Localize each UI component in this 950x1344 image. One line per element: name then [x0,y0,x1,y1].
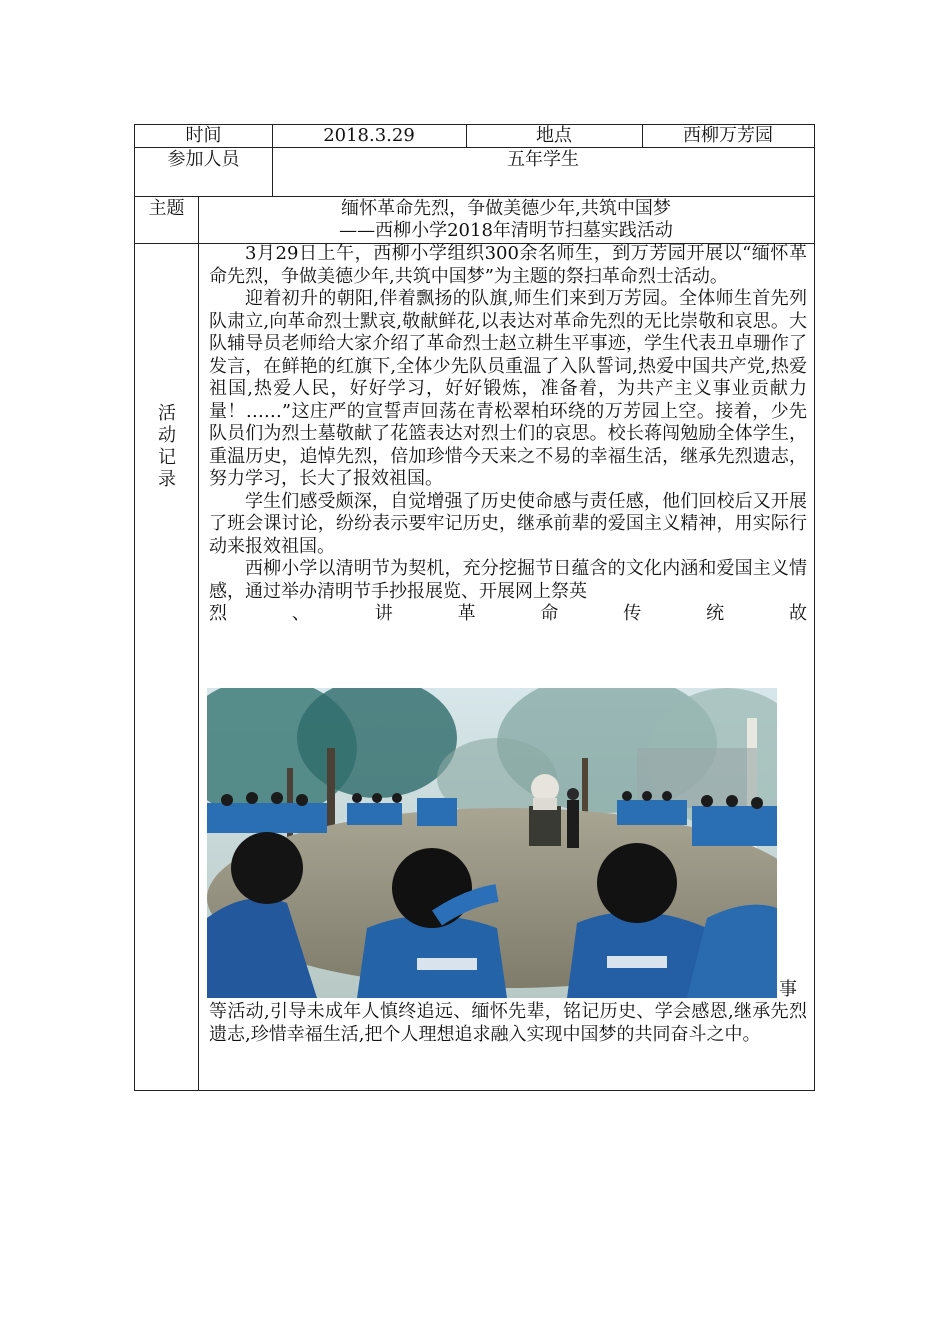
participants-value: 五年学生 [507,149,579,170]
paragraph-4: 西柳小学以清明节为契机，充分挖掘节日蕴含的文化内涵和爱国主义情感，通过举办清明节手抄报展览、开展网上祭英 [209,558,807,602]
time-value: 2018.3.29 [323,125,415,146]
theme-title: 缅怀革命先烈，争做美德少年,共筑中国梦 [341,198,671,219]
record-body [209,243,807,626]
record-label-wrap [155,403,179,491]
theme-label: 主题 [148,198,185,219]
activity-record-table [134,124,815,1091]
record-label: 活动记录 [158,403,176,490]
after-photo-char: 事 [779,979,797,1000]
row-divider [135,147,814,148]
closing-text: 等活动,引导未成年人慎终追远、缅怀先辈，铭记历史、学会感恩,继承先烈遗志,珍惜幸福生活,把个人理想追求融入实现中国梦的共同奋斗之中。 [209,1001,807,1045]
ceremony-photo [207,688,777,998]
participants-label: 参加人员 [167,149,240,170]
place-value: 西柳万芳园 [683,125,773,146]
theme-subtitle: ——西柳小学2018年清明节扫墓实践活动 [339,220,673,241]
time-label: 时间 [185,125,222,146]
row-divider [135,196,814,197]
col-divider [198,196,199,1091]
paragraph-2: 迎着初升的朝阳,伴着飘扬的队旗,师生们来到万芳园。全体师生首先列队肃立,向革命烈士默哀,敬献鲜花,以表达对革命先烈的无比崇敬和哀思。大队辅导员老师给大家介绍了革命烈士赵立耕生平事迹，学生代表丑卓珊作了发言，在鲜艳的红旗下,全体少先队员重温了入队誓词,热爱中国共产党,热爱祖国,热爱人民，好好学习，好好锻炼，准备着，为共产主义事业贡献力量！……”这庄严的宣誓声回荡在青松翠柏环绕的万芳园上空。接着，少先队员们为烈士墓敬献了花篮表达对烈士们的哀思。校长蒋闯勉励全体学生，重温历史，追悼先烈，倍加珍惜今天来之不易的幸福生活，继承先烈遗志，努力学习，长大了报效祖国。 [209,288,807,489]
paragraph-3: 学生们感受颇深，自觉增强了历史使命感与责任感，他们回校后又开展了班会课讨论，纷纷表示要牢记历史，继承前辈的爱国主义精神，用实际行动来报效祖国。 [209,490,807,557]
paragraph-1: 3月29日上午，西柳小学组织300余名师生，到万芳园开展以“缅怀革命先烈，争做美德少年,共筑中国梦”为主题的祭扫革命烈士活动。 [209,243,807,287]
memorial-ceremony-photo-icon [207,688,777,998]
paragraph-4-split-line: 烈 、 讲 革 命 传 统 故 [209,603,807,624]
place-label: 地点 [536,125,572,146]
